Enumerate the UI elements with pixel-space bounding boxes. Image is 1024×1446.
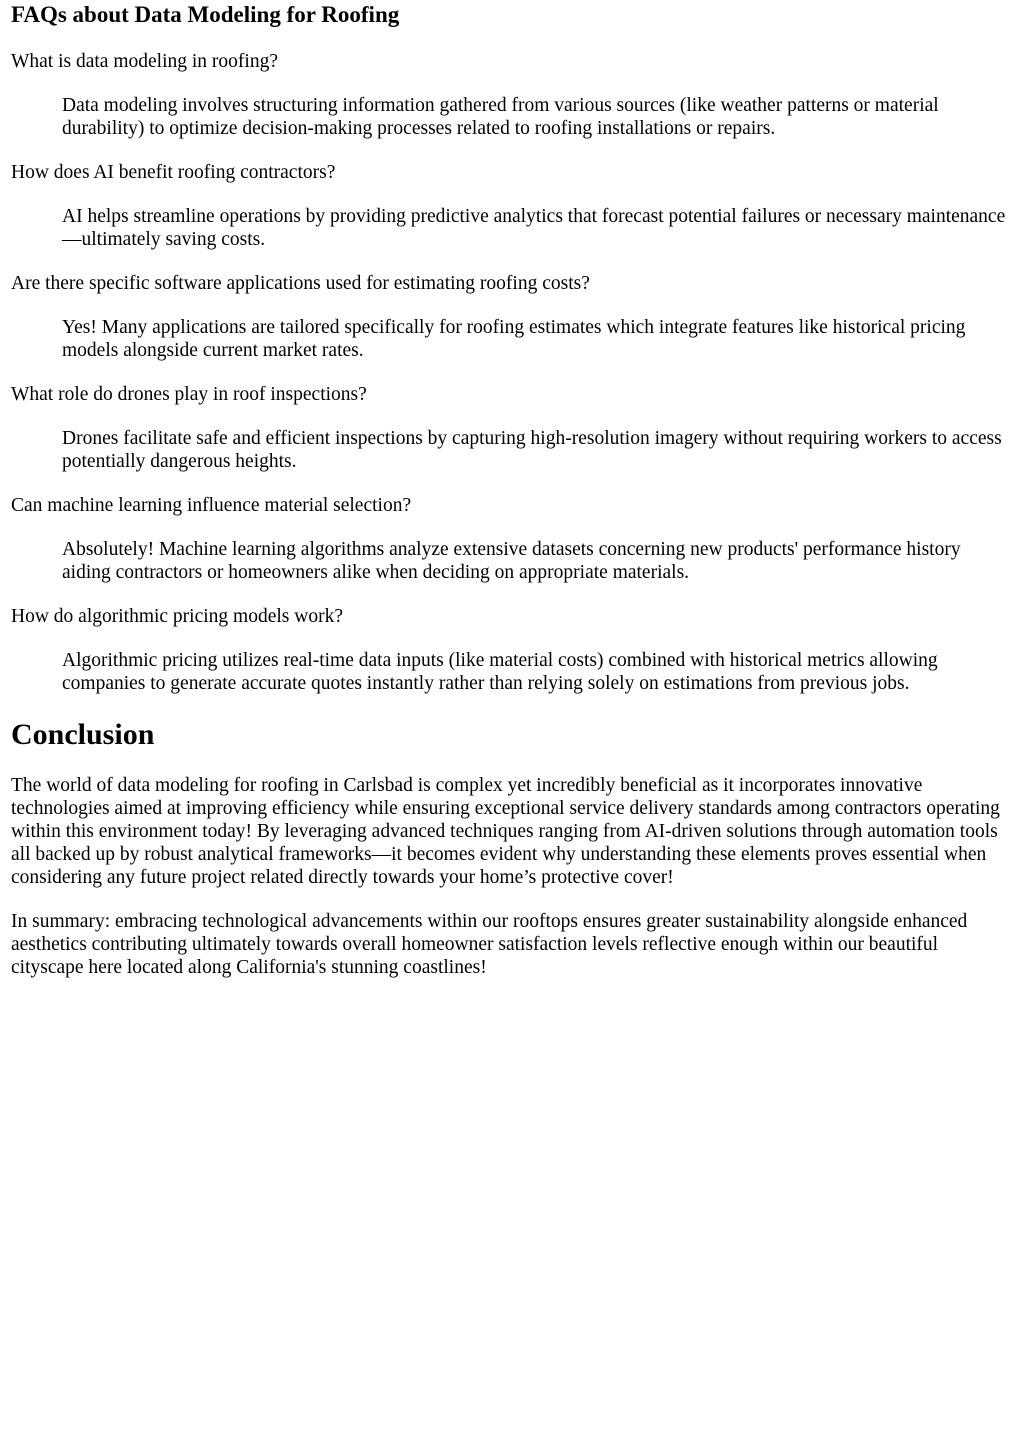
faq-question: How do algorithmic pricing models work? xyxy=(11,606,343,627)
faq-answer: AI helps streamline operations by providing predictive analytics that forecast potential failures or necessary maintenance—ultimately saving costs. xyxy=(62,206,1006,250)
faq-question: Can machine learning influence material selection? xyxy=(11,495,412,516)
faq-answer: Drones facilitate safe and efficient inspections by capturing high-resolution imagery without requiring workers to access potentially dangerous heights. xyxy=(62,428,1002,472)
faq-question: Are there specific software applications used for estimating roofing costs? xyxy=(11,273,590,294)
faq-question: What is data modeling in roofing? xyxy=(11,51,278,72)
faq-question: What role do drones play in roof inspections? xyxy=(11,384,367,405)
faq-heading: FAQs about Data Modeling for Roofing xyxy=(11,2,400,27)
conclusion-paragraph: In summary: embracing technological advancements within our rooftops ensures greater sustainability alongside enhanced aesthetics contributing ultimately towards overall homeowner satisfaction levels reflective enough within our beautiful cityscape here located along California's stunning coastlines! xyxy=(11,911,968,978)
conclusion-paragraph: The world of data modeling for roofing in Carlsbad is complex yet incredibly beneficial as it incorporates innovative technologies aimed at improving efficiency while ensuring exceptional service delivery standards among contractors operating within this environment today! By leveraging advanced techniques ranging from AI-driven solutions through automation tools all backed up by robust analytical frameworks—it becomes evident why understanding these elements proves essential when considering any future project related directly towards your home’s protective cover! xyxy=(11,775,1000,888)
faq-question: How does AI benefit roofing contractors? xyxy=(11,162,336,183)
faq-answer: Algorithmic pricing utilizes real-time data inputs (like material costs) combined with historical metrics allowing companies to generate accurate quotes instantly rather than relying solely on estimations from previous jobs. xyxy=(62,650,938,694)
faq-list xyxy=(11,50,1013,695)
faq-answer: Data modeling involves structuring information gathered from various sources (like weather patterns or material durability) to optimize decision-making processes related to roofing installations or repairs. xyxy=(62,95,939,139)
faq-answer: Yes! Many applications are tailored specifically for roofing estimates which integrate features like historical pricing models alongside current market rates. xyxy=(62,317,966,361)
faq-answer: Absolutely! Machine learning algorithms analyze extensive datasets concerning new products' performance history aiding contractors or homeowners alike when deciding on appropriate materials. xyxy=(62,539,961,583)
conclusion-heading: Conclusion xyxy=(11,718,155,751)
